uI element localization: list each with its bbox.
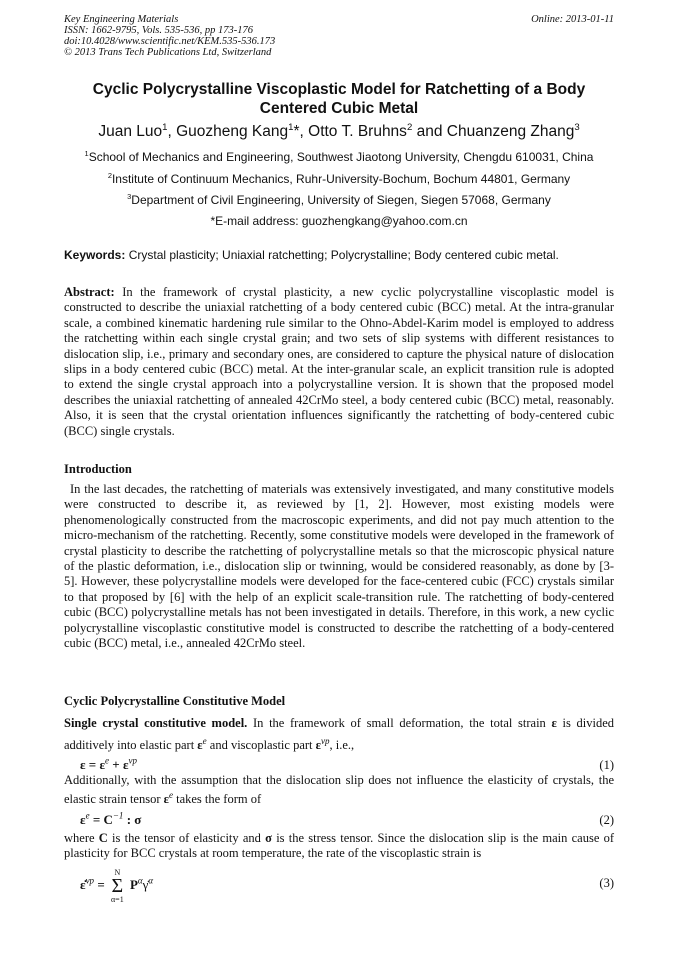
author-affil-mark: 2 [406,121,413,133]
equation-number: (2) [599,813,614,827]
paper-title [64,80,614,118]
paragraph-text: is divided additively into elastic part [64,716,614,753]
keywords-label: Keywords: [64,248,126,262]
email-text: *E-mail address: guozhengkang@yahoo.com.cn [210,214,468,228]
model-paragraph-3: where C is the tensor of elasticity and σ is the stress tensor. Since the dislocation slip is the main cause of plasticity for BCC crystals at room temperature, the rate of the viscoplastic strain is [64,831,615,861]
corresponding-mark: * [293,123,300,140]
author-list: Juan Luo$^1$, Guozheng Kang$^1$*, Otto T. Bruhns$^2$ and Chuanzeng Zhang$^3$ [98,121,580,140]
equation-1: $\varepsilon = \varepsilon^e + \varepsilon^{vp}$ [80,755,137,772]
affiliation-mark: 3 [127,192,132,201]
author-affil-mark: 1 [288,121,294,133]
affiliation-text: Institute of Continuum Mechanics, Ruhr-University-Bochum, Bochum 44801, Germany [111,172,571,186]
abstract-text: In the framework of crystal plasticity, a new cyclic polycrystalline viscoplastic model is constructed to describe the uniaxial ratchetting of a body centered cubic (BCC) metal. At the intra-granular scale, a combined kinematic hardening rule similar to the Ohno-Abdel-Karim model is employed to address the ratchetting within each single crystal grain; and two sets of slip systems with different resistances to dislocation slip, i.e., primary and secondary ones, are considered to capture the physical nature of dislocation slips in a body centered cubic (BCC) metal. At the inter-granular scale, an explicit transition rule is adopted to extend the single crystal approach into a polycrystalline version. It is shown that the proposed model describes the uniaxial ratchetting of annealed 42CrMo steel, a body centered cubic (BCC) metal, reasonably. Also, it is seen that the crystal orientation influences significantly the ratchetting of body-centered cubic (BCC) single crystals. [64,285,615,438]
author-conjunction: and [416,123,443,140]
affiliation-mark: 2 [107,171,112,180]
title-line-2: Centered Cubic Metal [259,100,419,117]
summation-symbol: N Σ α=1 [110,868,124,904]
author-name: Otto T. Bruhns [308,123,407,140]
affiliation-text: Department of Civil Engineering, University of Siegen, Siegen 57068, Germany [131,193,551,207]
corresponding-email [64,214,614,228]
publication-header [64,14,614,58]
introduction-paragraph: In the last decades, the ratchetting of materials was extensively investigated, and many constitutive models were constructed to describe it, as reviewed by [1, 2]. However, most existing models were phenomenologically constructed from the macroscopic experiments, and did not pay much attention to the micro-mechanism of the ratchetting. Recently, some constitutive models were developed in the framework of crystal plasticity to describe the ratchetting of polycrystalline metals so that the microscopic physical nature of the plastic deformation, i.e., dislocation slip or twinning, would be considered reasonably, as done by [3-5]. However, these polycrystalline models were developed for the face-centered cubic (FCC) crystals similar to that proposed by [6] with the help of an explicit scale-transition rule. The ratchetting of body-centered cubic (BCC) polycrystalline metals has not been investigated in details. Therefore, in this work, a new cyclic polycrystalline viscoplastic constitutive model is constructed to describe the ratchetting of a body-centered cubic (BCC) metal, i.e., annealed 42CrMo steel. [64,482,614,651]
author-name: Juan Luo [98,123,163,140]
affiliation [64,172,614,186]
affiliation [64,193,614,207]
section-heading-model: Cyclic Polycrystalline Constitutive Model [64,694,286,708]
keywords [64,248,614,262]
paragraph-text: , i.e., [329,738,355,753]
paragraph-text: takes the form of [176,792,262,807]
affiliation [64,150,614,164]
journal-name: Key Engineering Materials [64,14,179,25]
doi-line: doi:10.4028/www.scientific.net/KEM.535-536.173 [64,36,276,47]
author-name: Guozheng Kang [176,123,289,140]
paragraph-text: In the framework of small deformation, the total strain [252,716,546,730]
author-affil-mark: 1 [162,121,168,133]
online-date: Online: 2013-01-11 [531,14,614,25]
abstract [64,285,614,439]
keywords-text: Crystal plasticity; Uniaxial ratchetting; Polycrystalline; Body centered cubic metal. [128,248,559,262]
author-name: Chuanzeng Zhang [446,123,575,140]
paragraph-text: Additionally, with the assumption that the dislocation slip does not influence the elasticity of crystals, the elastic strain tensor [64,773,614,807]
paragraph-text: and viscoplastic part [209,738,313,753]
subsection-heading: Single crystal constitutive model. [64,716,248,730]
issn-line: ISSN: 1662-9795, Vols. 535-536, pp 173-176 [64,25,253,36]
equation-number: (3) [599,876,614,890]
paragraph-text: is the stress tensor. Since the dislocation slip is the main cause of plasticity for BCC crystals at room temperature, the rate of the viscoplastic strain is [64,831,615,861]
copyright-line: © 2013 Trans Tech Publications Ltd, Switzerland [64,47,272,58]
affiliation-text: School of Mechanics and Engineering, Southwest Jiaotong University, Chengdu 610031, China [88,150,594,164]
model-paragraph-1: Single crystal constitutive model. In the framework of small deformation, the total strain ε is divided additively into elastic part $\varepsilon^e$ and viscoplastic part $\varepsilon^{vp}$, i.e., [64,716,614,753]
paragraph-text: where [64,831,95,845]
equation-3: ε̇$^{vp}$ = N Σ α=1 $P^\alpha\gammȧ^\alpha$ [80,868,154,904]
equation-2: $\varepsilon^e = C^{-1}$ : σ [80,810,142,827]
affiliation-mark: 1 [84,149,89,158]
section-heading-introduction: Introduction [64,462,132,476]
title-line-1: Cyclic Polycrystalline Viscoplastic Model for Ratchetting of a Body [92,81,586,98]
model-paragraph-2: Additionally, with the assumption that the dislocation slip does not influence the elasticity of crystals, the elastic strain tensor $\varepsilon^e$ takes the form of [64,773,614,807]
equation-number: (1) [599,758,614,772]
paragraph-text: is the tensor of elasticity and [112,831,261,845]
author-affil-mark: 3 [574,121,580,133]
abstract-label: Abstract: [64,285,115,299]
